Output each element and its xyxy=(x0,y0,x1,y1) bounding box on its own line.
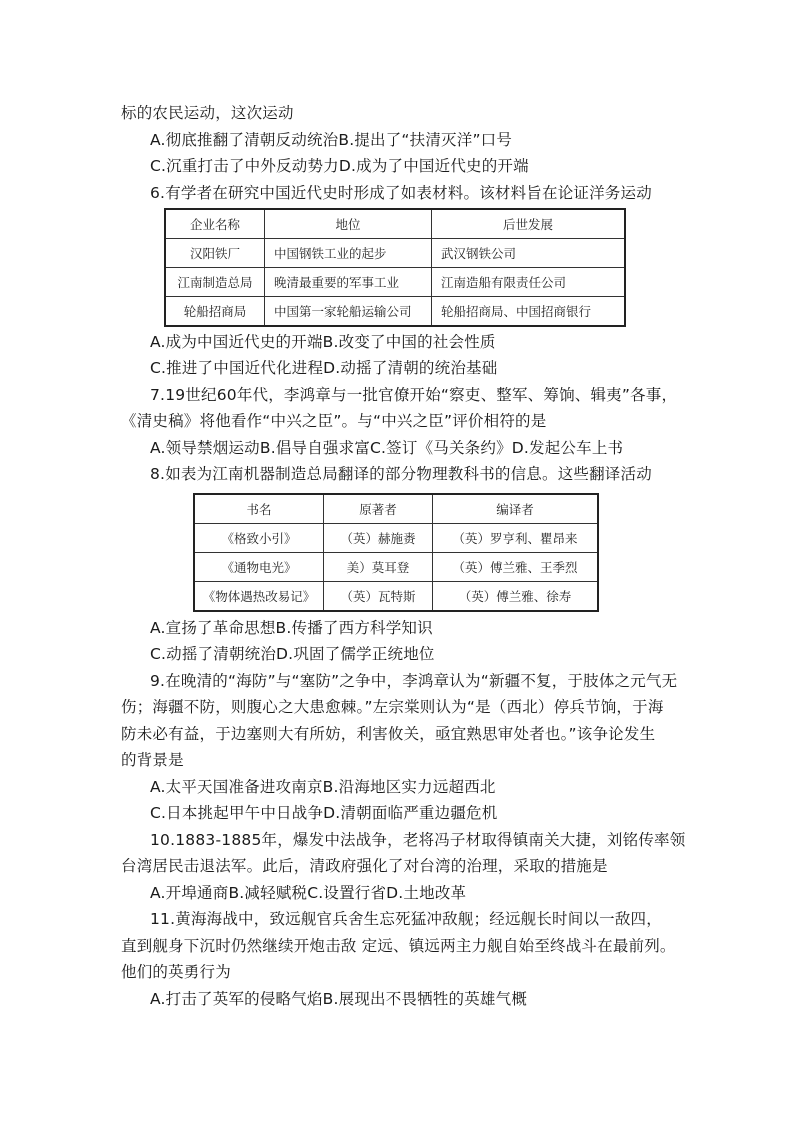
table-cell: （英）瓦特斯 xyxy=(324,582,433,612)
question-9: 9.在晚清的“海防”与“塞防”之争中，李鸿章认为“新疆不复，于肢体之元气无 xyxy=(150,672,678,690)
table-header-cell: 后世发展 xyxy=(432,209,626,239)
table-cell: 晚清最重要的军事工业 xyxy=(265,268,432,297)
table-cell: 轮船招商局、中国招商银行 xyxy=(432,297,626,327)
table-cell: 《格致小引》 xyxy=(194,524,324,553)
question-7: 7.19世纪60年代，李鸿章与一批官僚开始“察吏、整军、筹饷、辑夷”各事， xyxy=(150,386,678,404)
table-cell: （英）赫施赉 xyxy=(324,524,433,553)
table-row xyxy=(194,582,598,612)
text-line: 标的农民运动，这次运动 xyxy=(121,104,294,122)
table-row xyxy=(194,553,598,582)
table-enterprises xyxy=(164,208,626,327)
table-cell: 轮船招商局 xyxy=(165,297,265,327)
question-11: 11.黄海海战中，致远舰官兵舍生忘死猛冲敌舰；经远舰长时间以一敌四， xyxy=(150,910,662,928)
table-row xyxy=(165,268,625,297)
text-line: 的背景是 xyxy=(121,751,184,769)
option-line: A.打击了英军的侵略气焰B.展现出不畏牺牲的英雄气概 xyxy=(150,990,528,1008)
table-row xyxy=(165,297,625,327)
option-line: A.领导禁烟运动B.倡导自强求富C.签订《马关条约》D.发起公车上书 xyxy=(150,439,624,457)
option-line: A.彻底推翻了清朝反动统治B.提出了“扶清灭洋”口号 xyxy=(150,131,513,149)
table-cell: （英）傅兰雅、王季烈 xyxy=(433,553,599,582)
table-header-cell: 地位 xyxy=(265,209,432,239)
table-cell: 汉阳铁厂 xyxy=(165,239,265,268)
text-line: 台湾居民击退法军。此后，清政府强化了对台湾的治理，采取的措施是 xyxy=(121,857,608,875)
table-header-cell: 书名 xyxy=(194,494,324,524)
table-cell: 美）莫耳登 xyxy=(324,553,433,582)
option-line: C.推进了中国近代化进程D.动摇了清朝的统治基础 xyxy=(150,359,498,377)
option-line: A.宣扬了革命思想B.传播了西方科学知识 xyxy=(150,619,433,637)
option-line: C.日本挑起甲午中日战争D.清朝面临严重边疆危机 xyxy=(150,804,498,822)
option-line: C.沉重打击了中外反动势力D.成为了中国近代史的开端 xyxy=(150,157,529,175)
table-header-row xyxy=(165,209,625,239)
table-cell: 武汉钢铁公司 xyxy=(432,239,626,268)
option-line: A.成为中国近代史的开端B.改变了中国的社会性质 xyxy=(150,333,496,351)
table-cell: 《物体遇热改易记》 xyxy=(194,582,324,612)
question-8: 8.如表为江南机器制造总局翻译的部分物理教科书的信息。这些翻译活动 xyxy=(150,465,652,483)
table-row xyxy=(165,239,625,268)
table-header-cell: 原著者 xyxy=(324,494,433,524)
question-10: 10.1883-1885年，爆发中法战争，老将冯子材取得镇南关大捷，刘铭传率领 xyxy=(150,831,686,849)
table-row xyxy=(194,524,598,553)
option-line: A.开埠通商B.减轻赋税C.设置行省D.土地改革 xyxy=(150,884,467,902)
text-line: 《清史稿》将他看作“中兴之臣”。与“中兴之臣”评价相符的是 xyxy=(121,412,547,430)
option-line: A.太平天国准备进攻南京B.沿海地区实力远超西北 xyxy=(150,778,496,796)
table-cell: （英）傅兰雅、徐寿 xyxy=(433,582,599,612)
option-line: C.动摇了清朝统治D.巩固了儒学正统地位 xyxy=(150,645,435,663)
table-header-cell: 编译者 xyxy=(433,494,599,524)
table-header-row xyxy=(194,494,598,524)
table-header-cell: 企业名称 xyxy=(165,209,265,239)
table-cell: 江南造船有限责任公司 xyxy=(432,268,626,297)
table-textbooks xyxy=(193,493,599,612)
text-line: 防未必有益，于边塞则大有所妨，利害攸关，亟宜熟思审处者也。”该争论发生 xyxy=(121,725,656,743)
table-cell: 中国第一家轮船运输公司 xyxy=(265,297,432,327)
table-cell: 江南制造总局 xyxy=(165,268,265,297)
question-6: 6.有学者在研究中国近代史时形成了如表材料。该材料旨在论证洋务运动 xyxy=(150,184,652,202)
text-line: 伤；海疆不防，则腹心之大患愈棘。”左宗棠则认为“是（西北）停兵节饷，于海 xyxy=(121,698,664,716)
text-line: 他们的英勇行为 xyxy=(121,963,231,981)
text-line: 直到舰身下沉时仍然继续开炮击敌 定远、镇远两主力舰自始至终战斗在最前列。 xyxy=(121,937,676,955)
table-cell: 《通物电光》 xyxy=(194,553,324,582)
table-cell: （英）罗亨利、瞿昂来 xyxy=(433,524,599,553)
table-cell: 中国钢铁工业的起步 xyxy=(265,239,432,268)
